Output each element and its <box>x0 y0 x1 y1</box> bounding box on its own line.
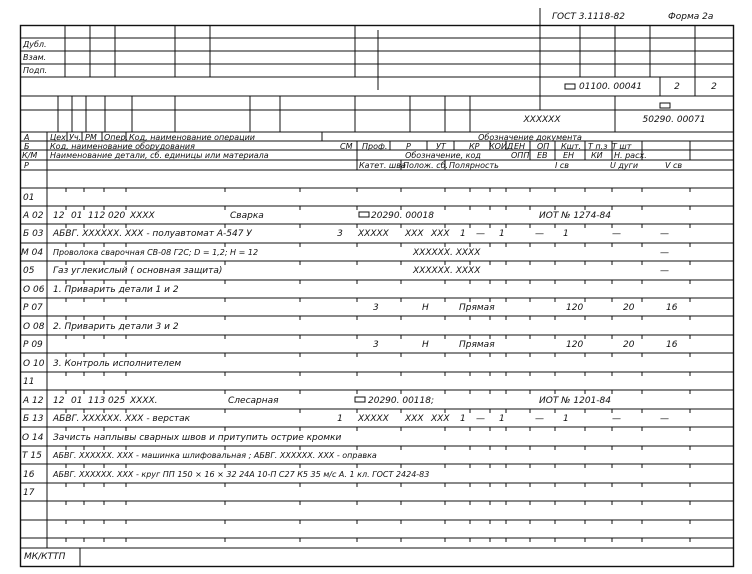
col-isv: I св <box>555 161 570 170</box>
row-03-ksht: 1 <box>563 229 569 239</box>
col-ev: ЕВ <box>537 151 548 160</box>
row-02-ceh: 12 <box>53 211 65 221</box>
row-01-num: 01 <box>23 193 35 203</box>
row-07-katet: 3 <box>373 303 379 313</box>
row-13-op: — <box>535 414 544 424</box>
row-15-num: Т 15 <box>22 451 42 461</box>
col-en2: ЕН <box>563 151 575 160</box>
row-03-equipment: АБВГ. XXXXXX. XXX - полуавтомат А-547 У <box>53 229 252 239</box>
row-16-tool: АБВГ. XXXXXX. XXX - круг ПП 150 × 16 × 32 24А 10-П С27 К5 35 м/с А. 1 кл. ГОСТ 2424-83 <box>53 470 430 479</box>
row-13-tsht: — <box>660 414 669 424</box>
row-02-uch: 01 <box>71 211 83 221</box>
row-02-num: А 02 <box>23 211 44 221</box>
detail-code: 50290. 00071 <box>642 115 706 125</box>
row-15-tools: АБВГ. XXXXXX. XXX - машинка шлифовальная ; АБВГ. XXXXXX. XXX - оправка <box>53 451 377 460</box>
row-13-num: Б 13 <box>23 414 44 424</box>
gost-label: ГОСТ 3.1118-82 <box>552 12 625 22</box>
row-12-oper: 025 <box>108 396 126 406</box>
row-13-ut: XXX <box>431 414 450 424</box>
row-12-doc: 20290. 00118; <box>368 396 435 406</box>
col-polarity: Полярность <box>449 161 499 170</box>
row-03-sm: 3 <box>337 229 343 239</box>
col-prof: Проф. <box>362 142 388 151</box>
side-label-dubl: Дубл. <box>23 40 47 49</box>
row-02-doc: 20290. 00018 <box>371 211 434 221</box>
row-02-iot: ИОТ № 1274-84 <box>539 211 611 221</box>
row-03-ut: XXX <box>431 229 450 239</box>
row-07-isv: 120 <box>566 303 584 313</box>
row-11-num: 11 <box>23 377 35 387</box>
col-kr: КР <box>469 142 480 151</box>
col-designation: Обозначение, код <box>405 151 481 160</box>
row-09-vsv: 16 <box>666 340 678 350</box>
row-02-code: XXXX <box>130 211 155 221</box>
row-03-koid: — <box>476 229 485 239</box>
col-ceh: Цех <box>50 133 66 142</box>
row-09-isv: 120 <box>566 340 584 350</box>
row-13-ksht: 1 <box>563 414 569 424</box>
row-07-polozh: Н <box>422 303 429 313</box>
row-03-prof: XXXXX <box>358 229 389 239</box>
row-05-material: Газ углекислый ( основная защита) <box>53 266 223 276</box>
row-04-code: XXXXXX. XXXX <box>413 248 481 258</box>
col-operation: Код, наименование операции <box>129 133 255 142</box>
row-03-tsht: — <box>660 229 669 239</box>
col-ut: УТ <box>436 142 446 151</box>
col-nrash: Н. расх. <box>614 151 647 160</box>
col-tsht: Т шт <box>612 142 632 151</box>
col-ksht: Кшт. <box>561 142 582 151</box>
row-06-step: 1. Приварить детали 1 и 2 <box>53 285 179 295</box>
row-13-prof: XXXXX <box>358 414 389 424</box>
col-r: Р <box>406 142 411 151</box>
row-10-step: 3. Контроль исполнителем <box>53 359 182 369</box>
row-04-dash: — <box>660 248 669 258</box>
row-08-step: 2. Приварить детали 3 и 2 <box>53 322 179 332</box>
row-code-b: Б <box>24 142 30 151</box>
row-13-tpz: — <box>612 414 621 424</box>
row-09-udugi: 20 <box>623 340 635 350</box>
footer-label: МК/КТТП <box>24 552 66 562</box>
row-10-num: О 10 <box>23 359 45 369</box>
col-en: ЕН <box>514 142 526 151</box>
col-koid: КОИД <box>489 142 514 151</box>
row-03-en: 1 <box>499 229 505 239</box>
row-17-num: 17 <box>23 488 35 498</box>
row-code-km: К/М <box>22 151 38 160</box>
row-12-operation: Слесарная <box>228 396 279 406</box>
row-02-rm: 112 <box>88 211 106 221</box>
row-13-kr: 1 <box>460 414 466 424</box>
row-code-p: Р <box>24 161 29 170</box>
row-14-step: Зачисть наплывы сварных швов и притупить острие кромки <box>53 433 342 443</box>
row-05-dash: — <box>660 266 669 276</box>
product-code: XXXXXX <box>523 115 561 125</box>
row-12-uch: 01 <box>71 396 83 406</box>
col-op: ОП <box>537 142 550 151</box>
row-12-code: XXXX. <box>130 396 158 406</box>
col-uch: Уч. <box>69 133 82 142</box>
doc-code: 01100. 00041 <box>579 82 642 92</box>
row-07-udugi: 20 <box>623 303 635 313</box>
row-13-koid: — <box>476 414 485 424</box>
col-polozh: Полож. сб. <box>403 161 449 170</box>
sheet-number: 2 <box>674 82 680 92</box>
row-12-num: А 12 <box>23 396 44 406</box>
row-07-num: Р 07 <box>23 303 43 313</box>
row-02-oper: 020 <box>108 211 126 221</box>
row-04-material: Проволока сварочная СВ-08 Г2С; D = 1,2; H = 12 <box>53 248 259 257</box>
row-03-kr: 1 <box>460 229 466 239</box>
row-16-num: 16 <box>23 470 35 480</box>
row-06-num: О 06 <box>23 285 45 295</box>
form-label: Форма 2а <box>668 12 714 22</box>
row-13-equipment: АБВГ. XXXXXX. XXX - верстак <box>53 414 191 424</box>
row-05-code: XXXXXX. XXXX <box>413 266 481 276</box>
col-oper: Опер. <box>104 133 129 142</box>
col-opp: ОПП <box>511 151 530 160</box>
col-rm: РМ <box>85 133 97 142</box>
row-05-num: 05 <box>23 266 35 276</box>
row-03-op: — <box>535 229 544 239</box>
col-equipment: Код, наименование оборудования <box>50 142 195 151</box>
row-03-num: Б 03 <box>23 229 44 239</box>
row-09-num: Р 09 <box>23 340 43 350</box>
row-13-r: XXX <box>405 414 424 424</box>
col-vsv: V св <box>665 161 683 170</box>
row-09-polozh: Н <box>422 340 429 350</box>
row-07-polarity: Прямая <box>459 303 495 313</box>
row-09-polarity: Прямая <box>459 340 495 350</box>
row-code-a: А <box>24 133 30 142</box>
col-detail-name: Наименование детали, сб. единицы или материала <box>50 151 269 160</box>
col-tpz: Т п.з <box>588 142 608 151</box>
col-udugi: U дуги <box>610 161 639 170</box>
sheets-total: 2 <box>711 82 717 92</box>
col-ki: КИ <box>591 151 603 160</box>
col-sm: СМ <box>340 142 353 151</box>
row-08-num: О 08 <box>23 322 45 332</box>
col-katet: Катет. шва <box>359 161 406 170</box>
col-document: Обозначение документа <box>478 133 582 142</box>
row-09-katet: 3 <box>373 340 379 350</box>
row-02-operation: Сварка <box>230 211 264 221</box>
row-13-en: 1 <box>499 414 505 424</box>
row-04-num: М 04 <box>21 248 44 258</box>
side-label-podp: Подп. <box>23 66 48 75</box>
row-03-tpz: — <box>612 229 621 239</box>
side-label-vzam: Взам. <box>23 53 47 62</box>
row-12-ceh: 12 <box>53 396 65 406</box>
row-14-num: О 14 <box>22 433 44 443</box>
row-12-iot: ИОТ № 1201-84 <box>539 396 611 406</box>
row-12-rm: 113 <box>88 396 106 406</box>
row-07-vsv: 16 <box>666 303 678 313</box>
row-13-sm: 1 <box>337 414 343 424</box>
row-03-r: XXX <box>405 229 424 239</box>
